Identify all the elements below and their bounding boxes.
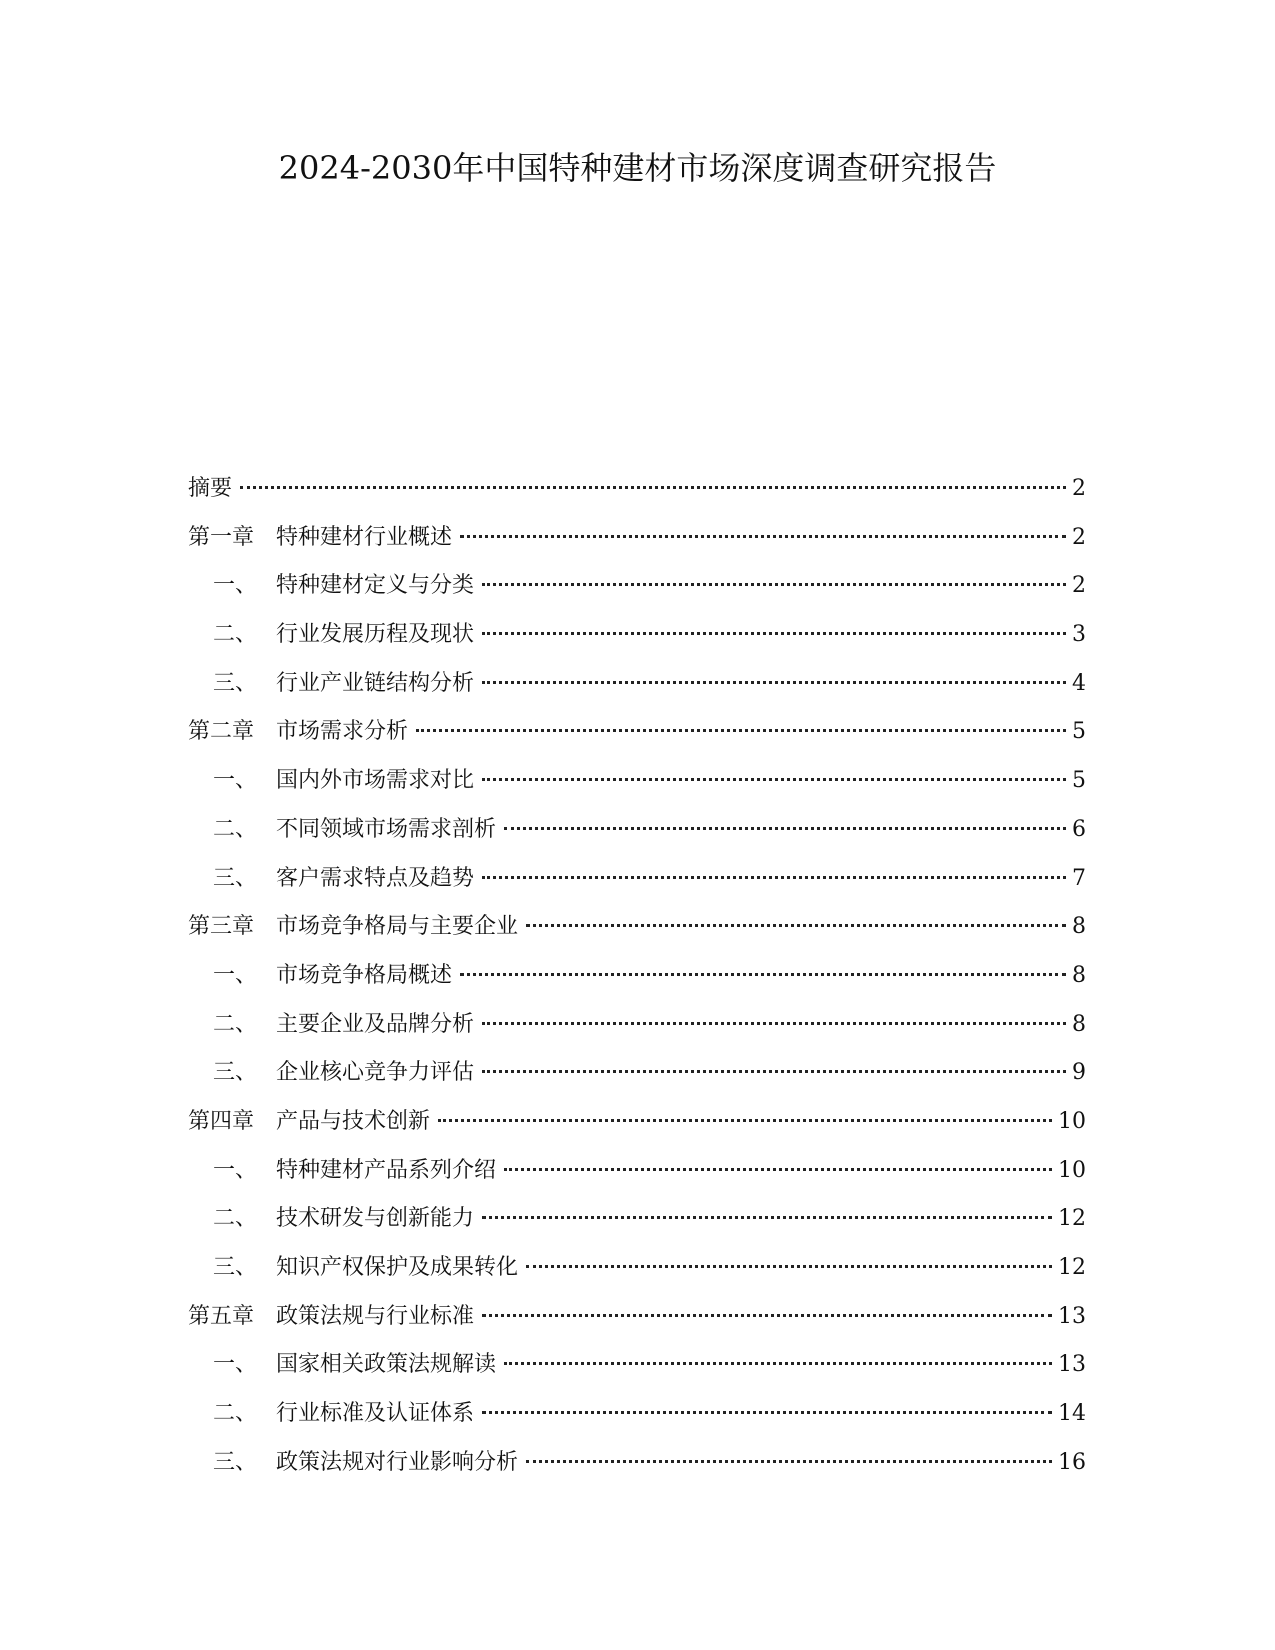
toc-entry-label: 不同领域市场需求剖析	[276, 816, 497, 842]
toc-entry-number: 一、	[213, 1157, 258, 1183]
toc-dot-leader	[482, 681, 1066, 684]
toc-entry-page-number: 12	[1058, 1206, 1086, 1232]
toc-entry-number: 第四章	[188, 1108, 255, 1134]
toc-entry[interactable]	[188, 1107, 1086, 1156]
toc-entry-page-number: 3	[1072, 622, 1086, 648]
toc-dot-leader	[504, 827, 1066, 830]
toc-entry[interactable]	[188, 1010, 1086, 1059]
toc-dot-leader	[482, 583, 1066, 586]
toc-entry-page-number: 16	[1058, 1449, 1086, 1475]
toc-entry-page-number: 2	[1072, 476, 1086, 501]
toc-dot-leader	[504, 1362, 1052, 1365]
toc-entry-number: 一、	[213, 768, 258, 794]
toc-dot-leader	[482, 876, 1066, 879]
toc-entry-number: 一、	[213, 962, 258, 988]
toc-dot-leader	[482, 1411, 1052, 1414]
toc-entry-number: 第三章	[188, 914, 255, 940]
toc-entry-label: 国家相关政策法规解读	[276, 1352, 497, 1378]
toc-entry-label: 特种建材产品系列介绍	[276, 1157, 497, 1183]
toc-dot-leader	[504, 1168, 1052, 1171]
toc-entry-number: 三、	[213, 1449, 258, 1475]
toc-entry-label: 客户需求特点及趋势	[276, 865, 475, 891]
toc-entry[interactable]	[188, 1350, 1086, 1399]
toc-entry-page-number: 10	[1058, 1108, 1086, 1134]
toc-entry-page-number: 14	[1058, 1401, 1086, 1427]
toc-entry-number: 二、	[213, 622, 258, 648]
toc-entry[interactable]	[188, 669, 1086, 718]
toc-entry-number: 三、	[213, 1060, 258, 1086]
toc-entry[interactable]	[188, 620, 1086, 669]
toc-dot-leader	[240, 486, 1066, 489]
toc-dot-leader	[526, 1460, 1052, 1463]
toc-dot-leader	[526, 924, 1066, 927]
toc-entry-label: 行业产业链结构分析	[276, 670, 475, 696]
toc-dot-leader	[482, 1070, 1066, 1073]
toc-entry-number: 第五章	[188, 1303, 255, 1329]
toc-entry[interactable]	[188, 864, 1086, 913]
toc-entry-label: 知识产权保护及成果转化	[276, 1255, 519, 1280]
toc-entry[interactable]	[188, 523, 1086, 572]
toc-entry-label: 市场竞争格局与主要企业	[276, 914, 519, 940]
toc-entry-number: 第一章	[188, 524, 255, 550]
toc-entry-page-number: 10	[1058, 1157, 1086, 1183]
toc-entry[interactable]	[188, 474, 1086, 523]
toc-dot-leader	[482, 632, 1066, 635]
toc-entry-number: 二、	[213, 1206, 258, 1232]
toc-entry-label: 国内外市场需求对比	[276, 768, 475, 794]
toc-entry[interactable]	[188, 912, 1086, 961]
toc-entry-label: 市场需求分析	[276, 719, 409, 745]
page-title: 2024-2030年中国特种建材市场深度调查研究报告	[278, 149, 997, 187]
toc-entry-number: 二、	[213, 1401, 258, 1427]
toc-entry-page-number: 8	[1072, 914, 1086, 940]
toc-entry-number: 三、	[213, 670, 258, 696]
toc-dot-leader	[482, 1216, 1052, 1219]
toc-dot-leader	[416, 729, 1066, 732]
toc-entry-label: 主要企业及品牌分析	[276, 1011, 475, 1037]
table-of-contents	[188, 474, 1086, 1496]
toc-entry-number: 二、	[213, 816, 258, 842]
toc-entry-number: 一、	[213, 1352, 258, 1378]
toc-entry[interactable]	[188, 766, 1086, 815]
toc-entry[interactable]	[188, 961, 1086, 1010]
toc-dot-leader	[526, 1265, 1052, 1268]
toc-entry-label: 行业发展历程及现状	[276, 622, 475, 648]
toc-entry[interactable]	[188, 1058, 1086, 1107]
toc-entry-label: 产品与技术创新	[276, 1108, 431, 1134]
toc-entry-label: 政策法规对行业影响分析	[276, 1449, 519, 1475]
toc-entry-page-number: 2	[1072, 573, 1086, 599]
toc-entry-number: 二、	[213, 1011, 258, 1037]
toc-entry-page-number: 4	[1072, 670, 1086, 696]
toc-dot-leader	[460, 535, 1066, 538]
toc-entry-page-number: 13	[1058, 1352, 1086, 1378]
toc-entry[interactable]	[188, 1302, 1086, 1351]
toc-dot-leader	[482, 1022, 1066, 1025]
toc-entry-page-number: 13	[1058, 1303, 1086, 1329]
toc-entry-page-number: 8	[1072, 962, 1086, 988]
toc-entry-label: 企业核心竞争力评估	[276, 1060, 475, 1086]
toc-entry[interactable]	[188, 1399, 1086, 1448]
toc-entry[interactable]	[188, 815, 1086, 864]
toc-entry[interactable]	[188, 571, 1086, 620]
toc-entry[interactable]	[188, 1448, 1086, 1497]
toc-entry-label: 市场竞争格局概述	[276, 962, 453, 988]
toc-entry-number: 一、	[213, 573, 258, 599]
toc-entry-page-number: 12	[1058, 1255, 1086, 1280]
toc-entry-label: 摘要	[188, 476, 233, 501]
toc-entry-label: 特种建材定义与分类	[276, 573, 475, 599]
toc-entry-page-number: 6	[1072, 816, 1086, 842]
toc-entry-page-number: 8	[1072, 1011, 1086, 1037]
toc-dot-leader	[460, 973, 1066, 976]
toc-entry-number: 三、	[213, 1255, 258, 1280]
toc-entry-page-number: 5	[1072, 768, 1086, 794]
toc-entry-number: 三、	[213, 865, 258, 891]
toc-dot-leader	[482, 1314, 1052, 1317]
toc-dot-leader	[438, 1119, 1052, 1122]
toc-entry[interactable]	[188, 1204, 1086, 1253]
toc-entry-label: 行业标准及认证体系	[276, 1401, 475, 1427]
toc-dot-leader	[482, 778, 1066, 781]
toc-entry[interactable]	[188, 717, 1086, 766]
toc-entry-page-number: 5	[1072, 719, 1086, 745]
toc-entry-page-number: 9	[1072, 1060, 1086, 1086]
toc-entry-label: 技术研发与创新能力	[276, 1206, 475, 1232]
toc-entry-label: 特种建材行业概述	[276, 524, 453, 550]
toc-entry[interactable]	[188, 1253, 1086, 1302]
toc-entry-page-number: 2	[1072, 524, 1086, 550]
toc-entry-label: 政策法规与行业标准	[276, 1303, 475, 1329]
toc-entry-page-number: 7	[1072, 865, 1086, 891]
toc-entry-number: 第二章	[188, 719, 255, 745]
toc-entry[interactable]	[188, 1156, 1086, 1205]
